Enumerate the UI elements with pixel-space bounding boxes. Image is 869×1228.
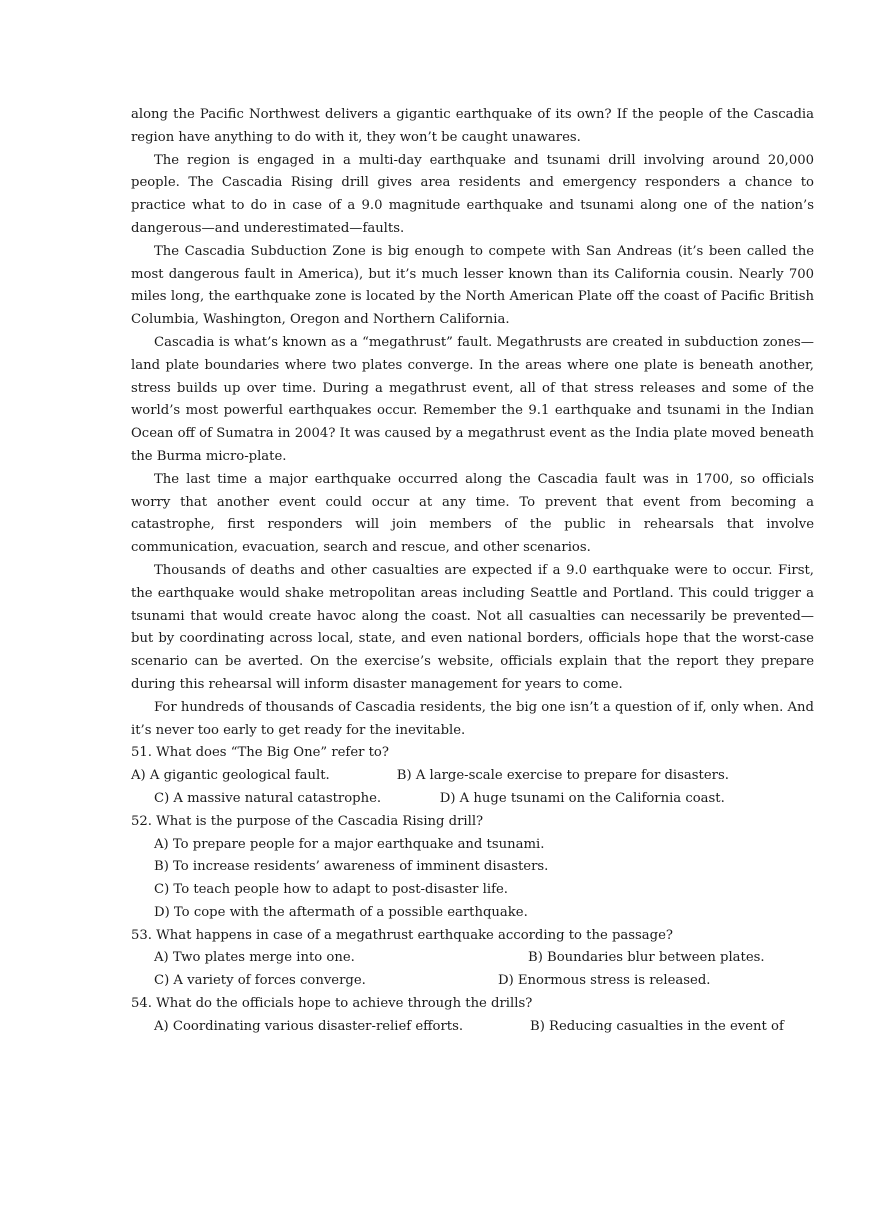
document-page (131, 104, 814, 1039)
passage-paragraph-1: along the Pacific Northwest delivers a gigantic earthquake of its own? If the people of the Cascadia region have anything to do with it, they won’t be caught unawares. (131, 107, 814, 145)
question-54-stem: 54. What do the officials hope to achieve through the drills? (131, 996, 533, 1012)
question-52-option-a: A) To prepare people for a major earthquake and tsunami. (154, 836, 545, 852)
question-53-option-c: C) A variety of forces converge. (154, 973, 366, 989)
question-53-options-row-1 (131, 947, 814, 970)
passage-paragraph-5: The last time a major earthquake occurred along the Cascadia fault was in 1700, so officials worry that another event could occur at any time. To prevent that event from becoming a catastrophe, first responders will join members of the public in rehearsals that involve communication, evacuation, search and rescue, and other scenarios. (131, 471, 814, 556)
passage-paragraph-4: Cascadia is what’s known as a “megathrust” fault. Megathrusts are created in subduction zones—land plate boundaries where two plates converge. In the areas where one plate is beneath another, stress builds up over time. During a megathrust event, all of that stress releases and some of the world’s most powerful earthquakes occur. Remember the 9.1 earthquake and tsunami in the Indian Ocean off of Sumatra in 2004? It was caused by a megathrust event as the India plate moved beneath the Burma micro-plate. (131, 334, 814, 464)
question-51-stem: 51. What does “The Big One” refer to? (131, 745, 389, 761)
question-52-stem: 52. What is the purpose of the Cascadia Rising drill? (131, 813, 484, 829)
question-51-options-cd: C) A massive natural catastrophe. D) A huge tsunami on the California coast. (154, 790, 725, 806)
question-54-option-a: A) Coordinating various disaster-relief efforts. (154, 1018, 464, 1034)
passage-paragraph-3: The Cascadia Subduction Zone is big enough to compete with San Andreas (it’s been called the most dangerous fault in America), but it’s much lesser known than its California cousin. Nearly 700 miles long, the earthquake zone is located by the North American Plate off the coast of Pacific British Columbia, Washington, Oregon and Northern California. (131, 243, 814, 328)
question-52-option-c: C) To teach people how to adapt to post-disaster life. (154, 882, 508, 898)
question-53-option-a: A) Two plates merge into one. (154, 950, 355, 966)
question-51-options-ab: A) A gigantic geological fault. B) A large-scale exercise to prepare for disasters. (131, 768, 729, 784)
question-52-option-b: B) To increase residents’ awareness of imminent disasters. (154, 859, 549, 875)
question-53-options-row-2 (131, 970, 814, 993)
question-53-option-b: B) Boundaries blur between plates. (528, 950, 765, 966)
passage-paragraph-6: Thousands of deaths and other casualties are expected if a 9.0 earthquake were to occur. First, the earthquake would shake metropolitan areas including Seattle and Portland. This could trigger a tsunami that would create havoc along the coast. Not all casualties can necessarily be prevented—but by coordinating across local, state, and even national borders, officials hope that the worst-case scenario can be averted. On the exercise’s website, officials explain that the report they prepare during this rehearsal will inform disaster management for years to come. (131, 562, 814, 692)
question-52-option-d: D) To cope with the aftermath of a possible earthquake. (154, 904, 528, 920)
passage-paragraph-7: For hundreds of thousands of Cascadia residents, the big one isn’t a question of if, only when. And it’s never too early to get ready for the inevitable. (131, 699, 814, 738)
question-53-option-d: D) Enormous stress is released. (498, 973, 711, 989)
passage-paragraph-2: The region is engaged in a multi-day earthquake and tsunami drill involving around 20,000 people. The Cascadia Rising drill gives area residents and emergency responders a chance to practice what to do in case of a 9.0 magnitude earthquake and tsunami along one of the nation’s dangerous—and underestimated—faults. (131, 152, 814, 236)
question-53-stem: 53. What happens in case of a megathrust earthquake according to the passage? (131, 927, 673, 943)
question-54-option-b: B) Reducing casualties in the event of (530, 1018, 784, 1034)
question-54-options-row-1 (131, 1016, 814, 1039)
